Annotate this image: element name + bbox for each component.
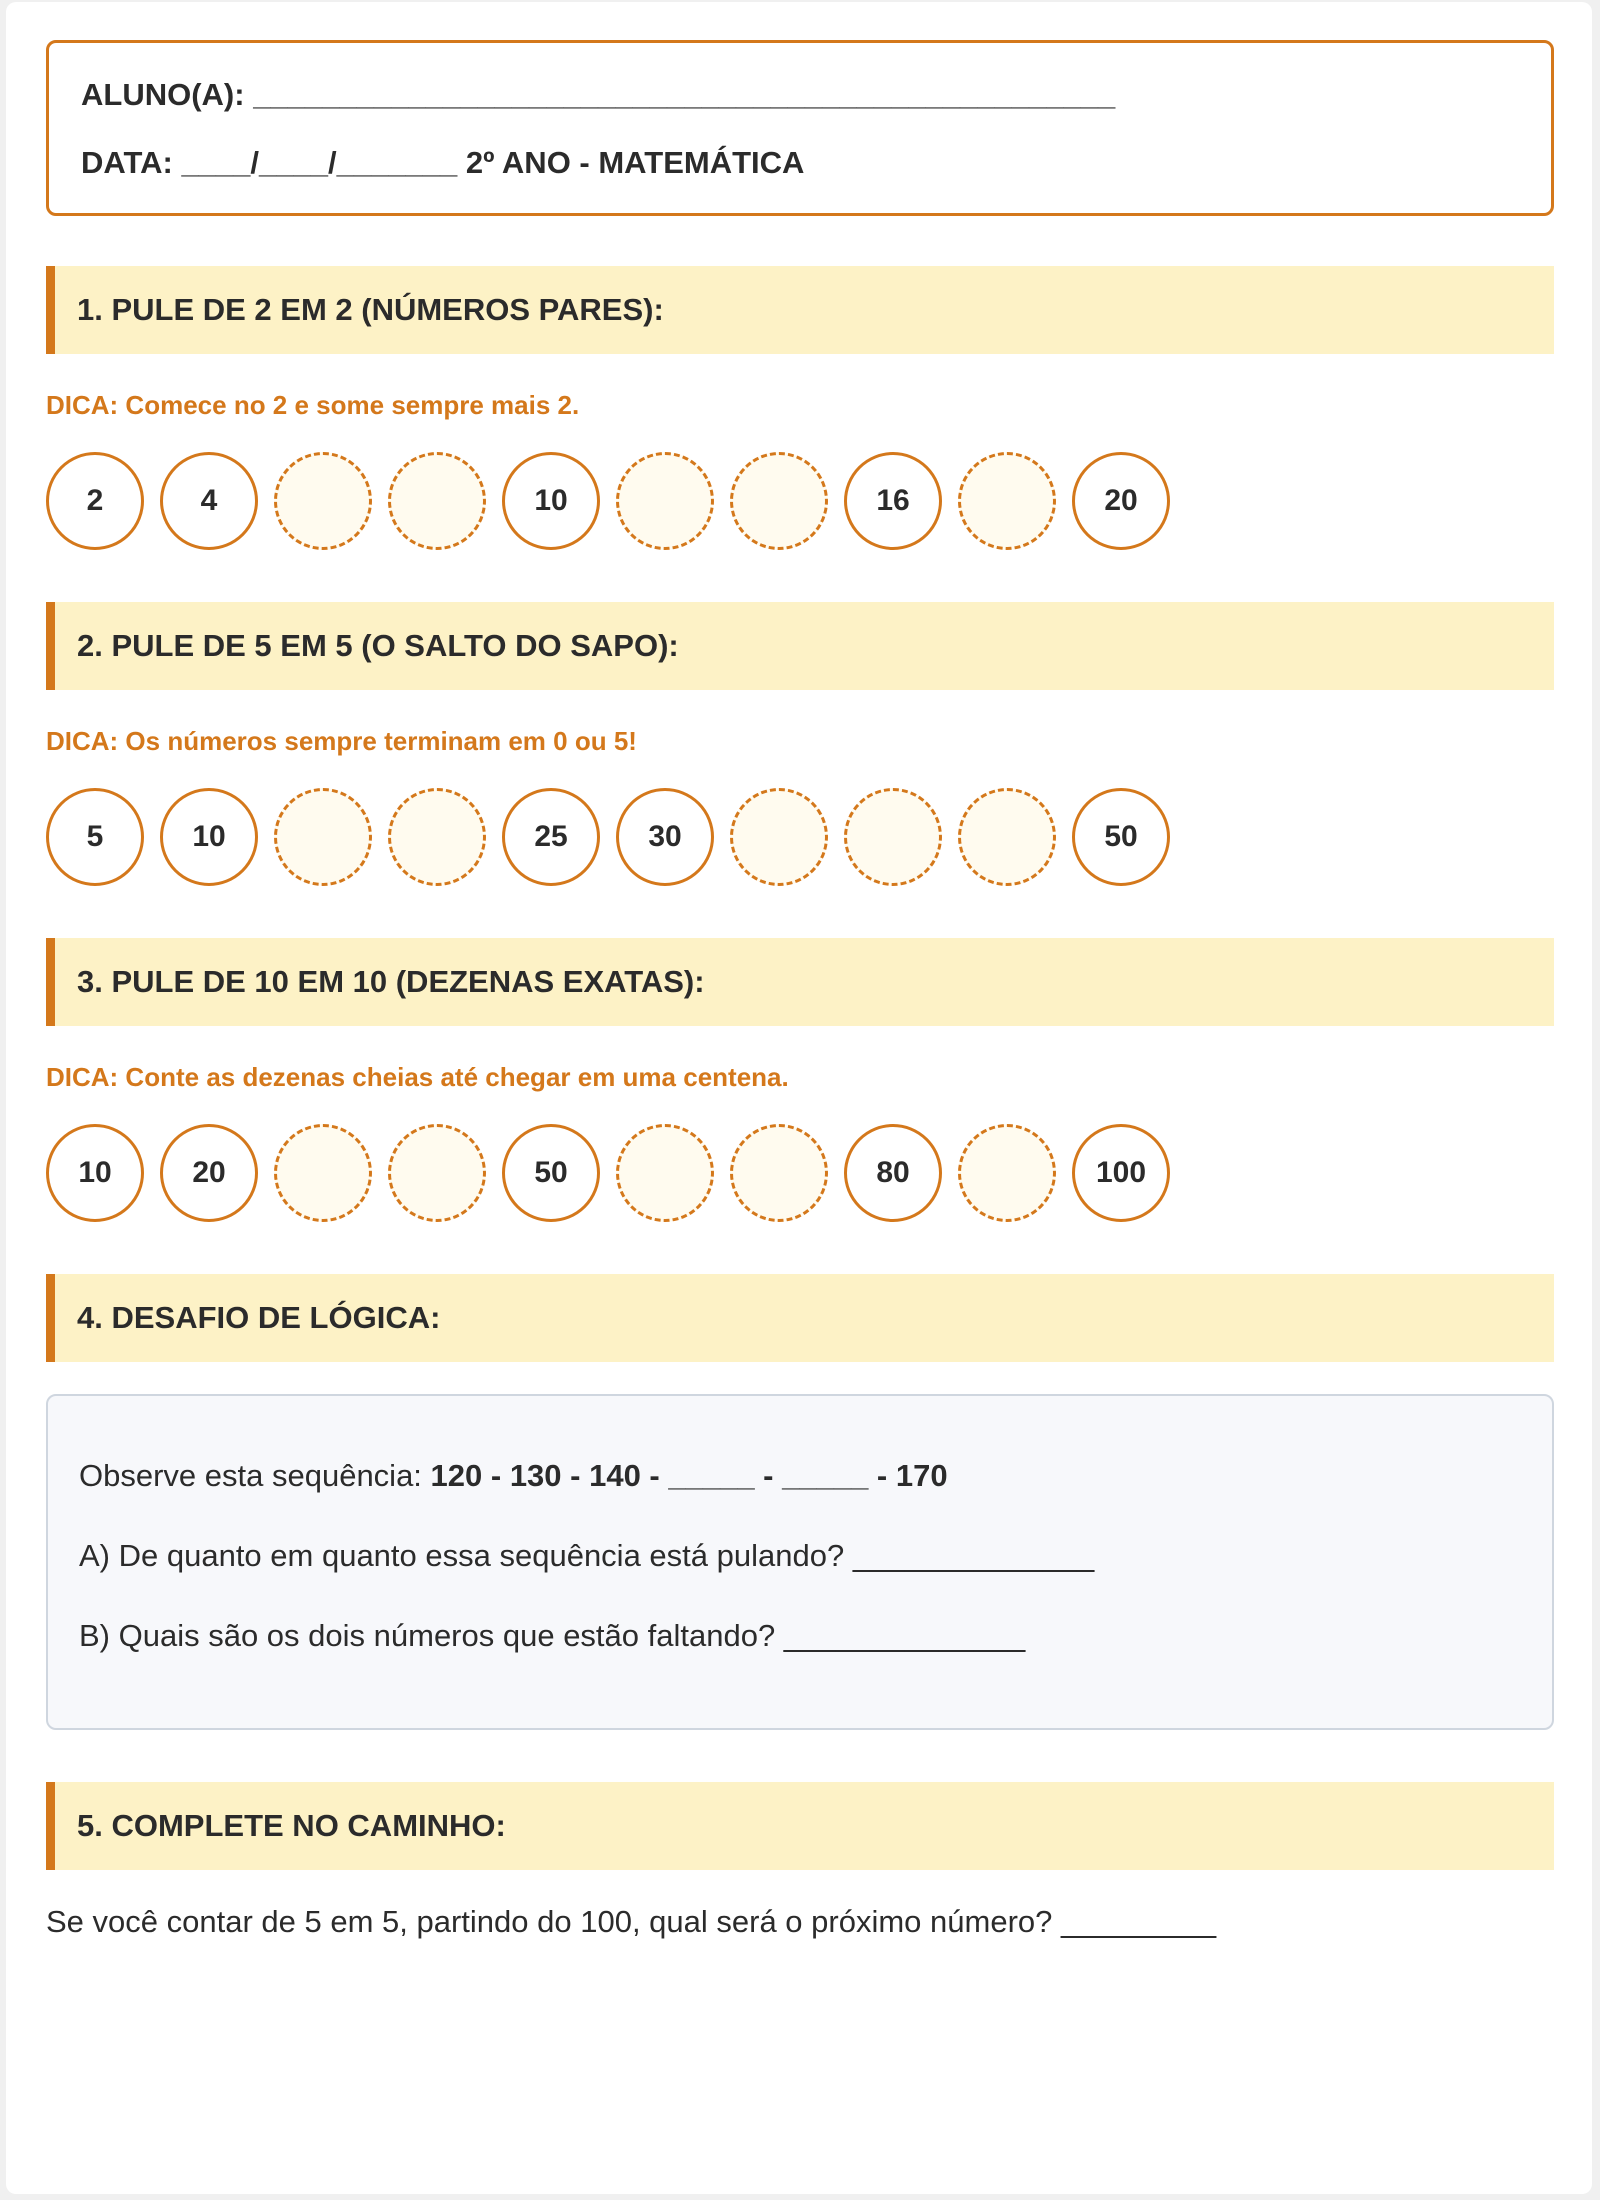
blank-number-circle[interactable] xyxy=(274,1124,372,1222)
blank-number-circle[interactable] xyxy=(958,788,1056,886)
section-4-title: 4. DESAFIO DE LÓGICA: xyxy=(46,1274,1554,1362)
number-circle: 16 xyxy=(844,452,942,550)
worksheet-page xyxy=(6,2,1592,2194)
number-circle: 30 xyxy=(616,788,714,886)
number-circle: 80 xyxy=(844,1124,942,1222)
blank-number-circle[interactable] xyxy=(730,1124,828,1222)
blank-number-circle[interactable] xyxy=(388,1124,486,1222)
number-circle: 20 xyxy=(160,1124,258,1222)
blank-number-circle[interactable] xyxy=(958,1124,1056,1222)
blank-number-circle[interactable] xyxy=(616,452,714,550)
number-circle: 25 xyxy=(502,788,600,886)
blank-number-circle[interactable] xyxy=(388,788,486,886)
number-circle: 2 xyxy=(46,452,144,550)
blank-number-circle[interactable] xyxy=(844,788,942,886)
section-3-title: 3. PULE DE 10 EM 10 (DEZENAS EXATAS): xyxy=(46,938,1554,1026)
blank-number-circle[interactable] xyxy=(274,788,372,886)
section-1-sequence xyxy=(46,452,1554,550)
section-5-title: 5. COMPLETE NO CAMINHO: xyxy=(46,1782,1554,1870)
date-label: DATA: xyxy=(81,145,173,180)
logic-question-b[interactable]: B) Quais são os dois números que estão faltando? ______________ xyxy=(79,1618,1026,1653)
blank-number-circle[interactable] xyxy=(730,788,828,886)
logic-question-a[interactable]: A) De quanto em quanto essa sequência está pulando? ______________ xyxy=(79,1538,1095,1573)
blank-number-circle[interactable] xyxy=(274,452,372,550)
logic-sequence-line xyxy=(79,1456,1552,1496)
blank-number-circle[interactable] xyxy=(616,1124,714,1222)
logic-sequence[interactable]: 120 - 130 - 140 - _____ - _____ - 170 xyxy=(430,1458,948,1493)
logic-sequence-prompt: Observe esta sequência: xyxy=(79,1458,431,1493)
number-circle: 10 xyxy=(160,788,258,886)
section-1-title: 1. PULE DE 2 EM 2 (NÚMEROS PARES): xyxy=(46,266,1554,354)
date-blank[interactable]: ____/____/_______ xyxy=(172,145,466,180)
number-circle: 4 xyxy=(160,452,258,550)
number-circle: 20 xyxy=(1072,452,1170,550)
number-circle: 10 xyxy=(46,1124,144,1222)
section-1-tip: DICA: Comece no 2 e some sempre mais 2. xyxy=(46,390,580,420)
path-question[interactable]: Se você contar de 5 em 5, partindo do 100, qual será o próximo número? _________ xyxy=(46,1904,1217,1939)
student-name-blank[interactable]: __________________________________________________ xyxy=(244,77,1116,112)
grade-subject: 2º ANO - MATEMÁTICA xyxy=(465,145,805,180)
section-2-sequence xyxy=(46,788,1554,886)
blank-number-circle[interactable] xyxy=(388,452,486,550)
number-circle: 10 xyxy=(502,452,600,550)
section-2-tip: DICA: Os números sempre terminam em 0 ou 5! xyxy=(46,726,637,756)
student-header xyxy=(46,40,1554,216)
section-3-sequence xyxy=(46,1124,1554,1222)
blank-number-circle[interactable] xyxy=(730,452,828,550)
number-circle: 5 xyxy=(46,788,144,886)
worksheet-content xyxy=(46,40,1554,1942)
student-name-line xyxy=(81,77,1551,113)
date-line xyxy=(81,145,1551,181)
logic-challenge-box xyxy=(46,1394,1554,1730)
section-3-tip: DICA: Conte as dezenas cheias até chegar em uma centena. xyxy=(46,1062,789,1092)
number-circle: 50 xyxy=(502,1124,600,1222)
student-name-label: ALUNO(A): xyxy=(81,77,245,112)
number-circle: 50 xyxy=(1072,788,1170,886)
number-circle: 100 xyxy=(1072,1124,1170,1222)
section-2-title: 2. PULE DE 5 EM 5 (O SALTO DO SAPO): xyxy=(46,602,1554,690)
blank-number-circle[interactable] xyxy=(958,452,1056,550)
